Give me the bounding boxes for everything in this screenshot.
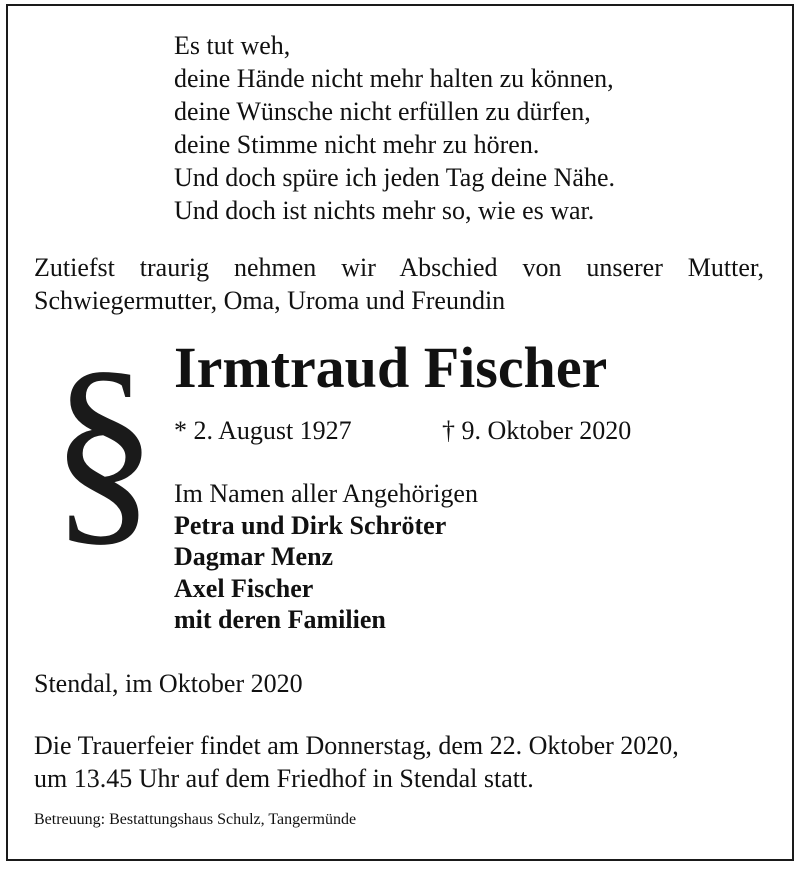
farewell-intro-line: Zutiefst traurig nehmen wir Abschied von unserer Mutter, [34, 253, 764, 282]
deceased-name: Irmtraud Fischer [174, 335, 608, 400]
poem-line: deine Stimme nicht mehr zu hören. [174, 130, 540, 159]
family-member: Axel Fischer [174, 573, 314, 603]
funeral-info-line: Die Trauerfeier findet am Donnerstag, dem 22. Oktober 2020, [34, 731, 679, 760]
birth-date: * 2. August 1927 [174, 416, 352, 445]
family-signatures [174, 478, 478, 636]
funeral-info-line: um 13.45 Uhr auf dem Friedhof in Stendal statt. [34, 764, 534, 793]
family-member: mit deren Familien [174, 605, 386, 634]
poem-line: deine Wünsche nicht erfüllen zu dürfen, [174, 97, 591, 126]
farewell-intro-line: Schwiegermutter, Oma, Uroma und Freundin [34, 286, 506, 315]
family-intro: Im Namen aller Angehörigen [174, 479, 478, 508]
poem-line: Es tut weh, [174, 31, 291, 60]
death-date: † 9. Oktober 2020 [442, 416, 632, 445]
poem-line: deine Hände nicht mehr halten zu können, [174, 64, 614, 93]
paragraph-section-icon: § [50, 326, 158, 565]
poem-line: Und doch ist nichts mehr so, wie es war. [174, 196, 595, 225]
family-member: Dagmar Menz [174, 542, 334, 571]
place-date: Stendal, im Oktober 2020 [34, 669, 303, 698]
family-member: Petra und Dirk Schröter [174, 510, 447, 540]
poem-line: Und doch spüre ich jeden Tag deine Nähe. [174, 163, 615, 192]
farewell-intro [34, 251, 764, 317]
poem [174, 29, 615, 227]
funeral-info [34, 729, 679, 795]
funeral-home-credit: Betreuung: Bestattungshaus Schulz, Tangermünde [34, 811, 357, 828]
